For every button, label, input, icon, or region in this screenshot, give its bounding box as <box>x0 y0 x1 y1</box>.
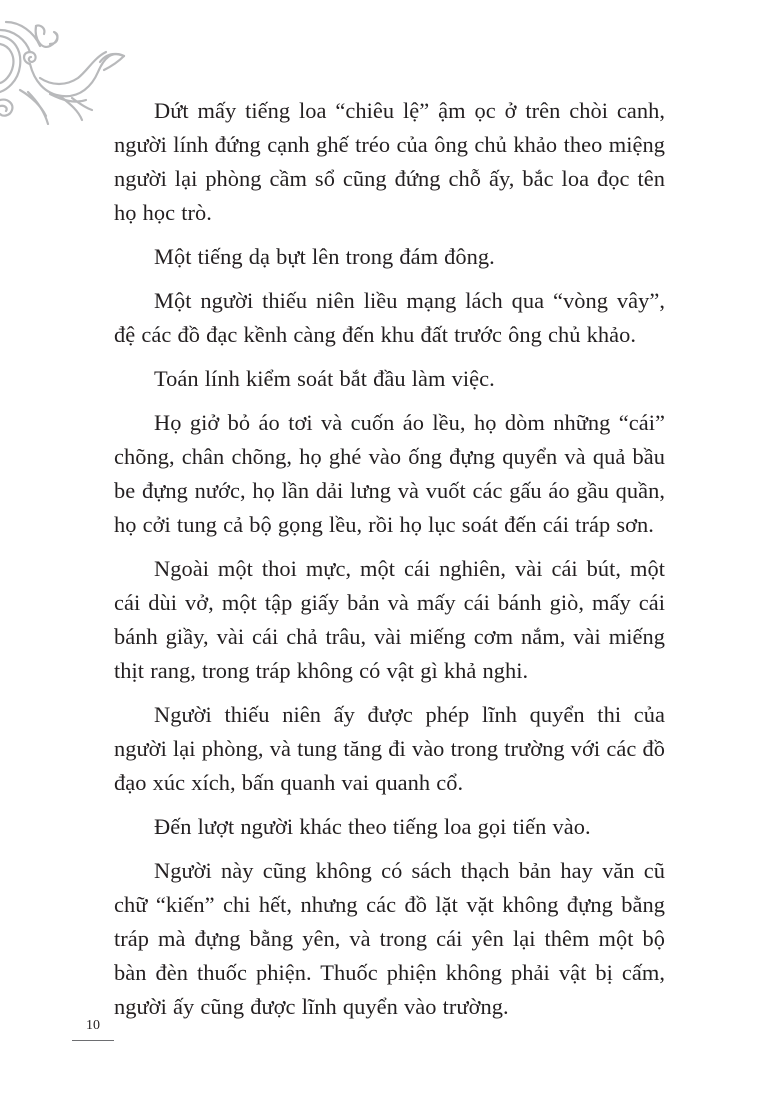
paragraph: Dứt mấy tiếng loa “chiêu lệ” ậm ọc ở trên chòi canh, người lính đứng cạnh ghế tréo của ông chủ khảo theo miệng người lại phòng cầm sổ cũng đứng chỗ ấy, bắc loa đọc tên họ học trò. <box>114 98 665 225</box>
paragraph: Đến lượt người khác theo tiếng loa gọi tiến vào. <box>154 814 591 839</box>
paragraph: Một người thiếu niên liều mạng lách qua “vòng vây”, đệ các đồ đạc kềnh càng đến khu đất trước ông chủ khảo. <box>114 288 665 347</box>
paragraph: Một tiếng dạ bựt lên trong đám đông. <box>154 244 495 269</box>
page-number: 10 <box>86 1018 100 1033</box>
paragraph: Ngoài một thoi mực, một cái nghiên, vài cái bút, một cái dùi vở, một tập giấy bản và mấy cái bánh giò, mấy cái bánh giầy, vài cái chả trâu, vài miếng cơm nắm, vài miếng thịt rang, trong tráp không có vật gì khả nghi. <box>114 556 665 683</box>
page-footer <box>72 1018 114 1041</box>
paragraph: Họ giở bỏ áo tơi và cuốn áo lều, họ dòm những “cái” chõng, chân chõng, họ ghé vào ống đựng quyển và quả bầu be đựng nước, họ lần dải lưng và vuốt các gấu áo gầu quần, họ cởi tung cả bộ gọng lều, rồi họ lục soát đến cái tráp sơn. <box>114 410 665 537</box>
paragraph: Người thiếu niên ấy được phép lĩnh quyển thi của người lại phòng, và tung tăng đi vào trong trường với các đồ đạo xúc xích, bấn quanh vai quanh cổ. <box>114 702 665 795</box>
footer-rule <box>72 1040 114 1041</box>
paragraph: Toán lính kiểm soát bắt đầu làm việc. <box>154 366 495 391</box>
paragraph: Người này cũng không có sách thạch bản hay văn cũ chữ “kiến” chi hết, nhưng các đồ lặt vặt không đựng bằng tráp mà đựng bằng yên, và trong cái yên lại thêm một bộ bàn đèn thuốc phiện. Thuốc phiện không phải vật bị cấm, người ấy cũng được lĩnh quyển vào trường. <box>114 858 665 1019</box>
body-text <box>114 94 665 1034</box>
